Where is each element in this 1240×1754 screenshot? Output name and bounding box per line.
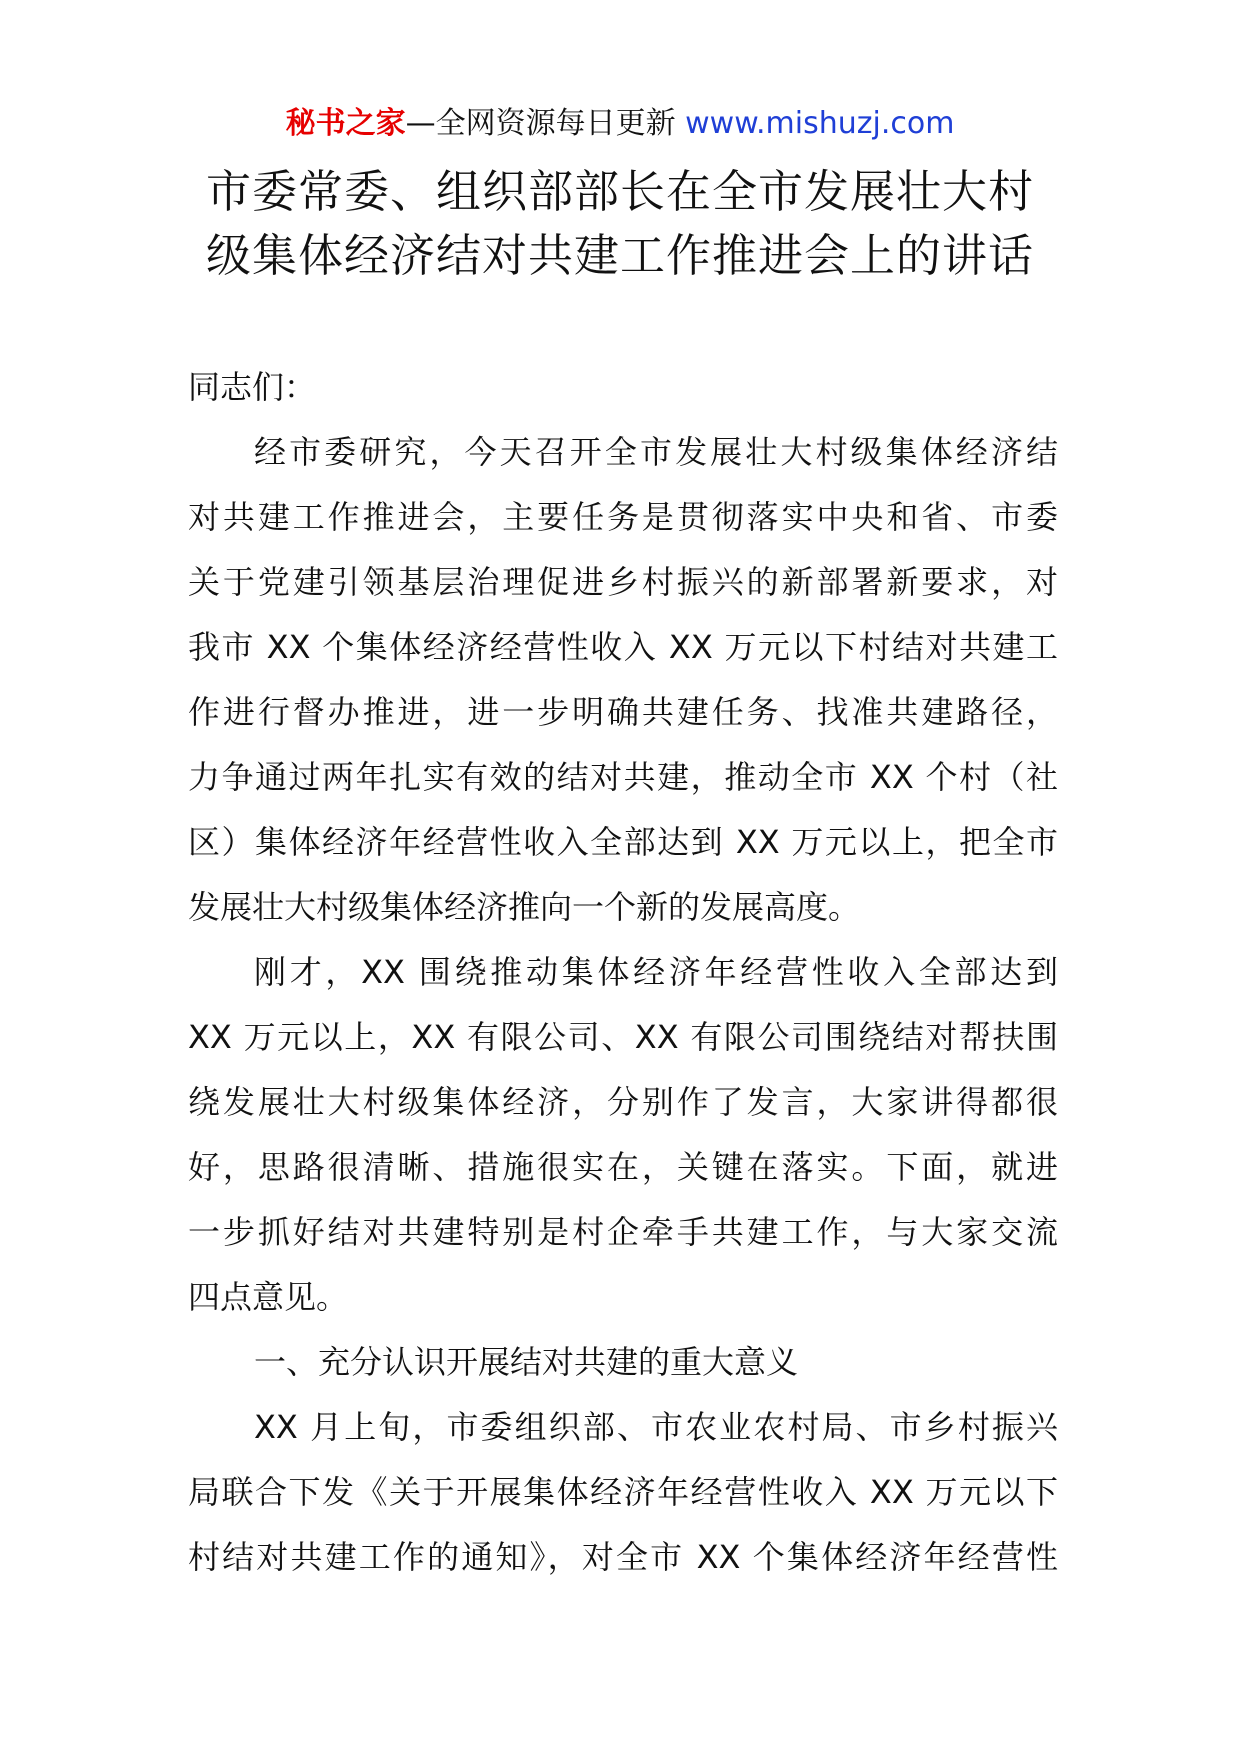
title-line-1: 市委常委、组织部部长在全市发展壮大村 bbox=[205, 165, 1034, 218]
paragraph-line: 四点意见。 bbox=[188, 1278, 349, 1316]
paragraph-line: 绕发展壮大村级集体经济，分别作了发言，大家讲得都很 bbox=[188, 1083, 1058, 1121]
salutation: 同志们： bbox=[188, 368, 317, 406]
paragraph-line: 局联合下发《关于开展集体经济年经营性收入 XX 万元以下 bbox=[188, 1473, 1058, 1511]
paragraph-line: XX 月上旬，市委组织部、市农业农村局、市乡村振兴 bbox=[254, 1408, 1058, 1446]
paragraph-line: 发展壮大村级集体经济推向一个新的发展高度。 bbox=[188, 888, 861, 926]
paragraph-line: 我市 XX 个集体经济经营性收入 XX 万元以下村结对共建工 bbox=[188, 628, 1058, 666]
section-heading-1: 一、充分认识开展结对共建的重大意义 bbox=[254, 1343, 799, 1381]
paragraph-line: 区）集体经济年经营性收入全部达到 XX 万元以上，把全市 bbox=[188, 823, 1058, 861]
paragraph-line: 经市委研究，今天召开全市发展壮大村级集体经济结 bbox=[254, 433, 1058, 471]
paragraph-line: 作进行督办推进，进一步明确共建任务、找准共建路径， bbox=[188, 693, 1058, 731]
paragraph-1 bbox=[188, 420, 1058, 940]
paragraph-line: 一步抓好结对共建特别是村企牵手共建工作，与大家交流 bbox=[188, 1213, 1058, 1251]
paragraph-line: 好，思路很清晰、措施很实在，关键在落实。下面，就进 bbox=[188, 1148, 1058, 1186]
paragraph-2 bbox=[188, 940, 1058, 1330]
paragraph-line: XX 万元以上，XX 有限公司、XX 有限公司围绕结对帮扶围 bbox=[188, 1018, 1058, 1056]
site-url-link[interactable]: www.mishuzj.com bbox=[685, 106, 955, 141]
document-title bbox=[140, 160, 1100, 288]
header-tagline: —全网资源每日更新 bbox=[405, 106, 676, 141]
title-line-2: 级集体经济结对共建工作推进会上的讲话 bbox=[205, 229, 1034, 282]
paragraph-line: 村结对共建工作的通知》，对全市 XX 个集体经济年经营性 bbox=[188, 1538, 1058, 1576]
document-body bbox=[188, 355, 1058, 1590]
paragraph-3 bbox=[188, 1395, 1058, 1590]
brand-name: 秘书之家 bbox=[285, 106, 406, 141]
site-header bbox=[0, 100, 1240, 148]
paragraph-line: 对共建工作推进会，主要任务是贯彻落实中央和省、市委 bbox=[188, 498, 1058, 536]
paragraph-line: 关于党建引领基层治理促进乡村振兴的新部署新要求，对 bbox=[188, 563, 1058, 601]
paragraph-line: 力争通过两年扎实有效的结对共建，推动全市 XX 个村（社 bbox=[188, 758, 1058, 796]
paragraph-line: 刚才，XX 围绕推动集体经济年经营性收入全部达到 bbox=[254, 953, 1058, 991]
